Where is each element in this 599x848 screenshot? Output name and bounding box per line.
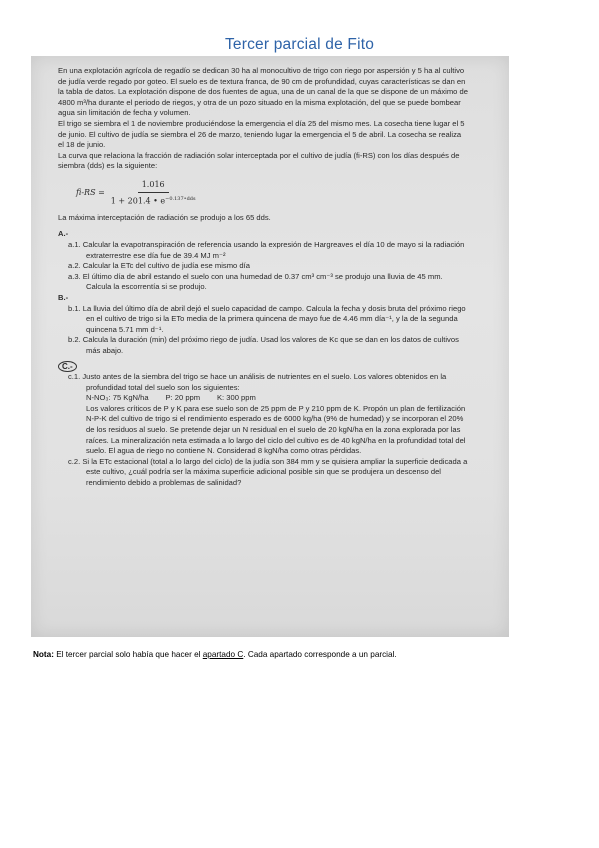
formula-fraction xyxy=(111,180,196,207)
question-c1: c.1. Justo antes de la siembra del trigo se hace un análisis de nutrientes en el suelo. Los valores obtenidos en la profundidad total del suelo son los siguientes: xyxy=(68,372,447,392)
question-a2: a.2. Calcular la ETc del cultivo de judía ese mismo día xyxy=(68,261,250,271)
section-b-label: B.- xyxy=(58,292,69,302)
formula-denominator: 1 + 201.4 • $e^{-0.137•dds}$ xyxy=(110,195,196,206)
note-text-2: . Cada apartado corresponde a un parcial. xyxy=(243,650,397,659)
intro-paragraph-1: En una explotación agrícola de regadío se dedican 30 ha al monocultivo de trigo con riego por aspersión y 5 ha al cultivo de judía verde regado por goteo. El suelo es de textura franca, de 90 cm de profundidad, cuyas características se dan en la tabla de datos. La explotación dispone de dos fuentes de agua, una de un canal de la que se dispone de un máximo de 4800 m³/ha durante el periodo de riegos, y otra de un pozo situado en la misma explotación, del que se puede bombear agua sin limitación de fecha y volumen. xyxy=(58,66,468,118)
note-label: Nota: xyxy=(33,650,54,659)
question-c2: c.2. Si la ETc estacional (total a lo largo del ciclo) de la judía son 384 mm y se quisiera ampliar la superficie dedicada a este cultivo, ¿cuál podría ser la máxima superficie adicional posible sin que se produjera un descenso del rendimiento debido a problemas de salinidad? xyxy=(68,456,468,488)
section-a-label: A.- xyxy=(58,229,69,239)
formula-lhs: fi-RS = xyxy=(76,188,105,198)
radiation-formula xyxy=(76,180,468,207)
question-b2: b.2. Calcula la duración (min) del próximo riego de judía. Usad los valores de Kc que se dan en los datos de cultivos más abajo. xyxy=(68,335,459,355)
section-c-label xyxy=(58,361,468,373)
exam-text xyxy=(58,66,468,489)
note-link-apartado-c[interactable]: apartado C xyxy=(202,650,244,659)
circled-c-mark: C.- xyxy=(58,361,77,372)
page-title: Tercer parcial de Fito xyxy=(224,36,375,53)
question-a1: a.1. Calcular la evapotranspiración de referencia usando la expresión de Hargreaves el día 10 de mayo si la radiación extraterrestre ese día fue de 39.4 MJ m⁻² xyxy=(68,239,465,260)
question-a3: a.3. El último día de abril estando el suelo con una humedad de 0.37 cm³ cm⁻³ se produjo una lluvia de 45 mm. Calcula la escorrentía si se produjo. xyxy=(68,271,443,292)
question-c1-continuation: Los valores críticos de P y K para ese suelo son de 25 ppm de P y 210 ppm de K. Propón un plan de fertilización N-P-K del cultivo de trigo si el rendimiento esperado es de 6000 kg/ha (9% de humedad) y se incorporan el 20% de los residuos al suelo. Se pretende dejar un N residual en el suelo de 20 kgN/ha en la zona explorada por las raíces. La mineralización neta estimada a lo largo del ciclo del cultivo es de 40 kgN/ha en la profundidad total del suelo. El agua de riego no contiene N. Considerad 8 kgN/ha como otras pérdidas. xyxy=(86,403,466,456)
question-b1: b.1. La lluvia del último día de abril dejó el suelo capacidad de campo. Calcula la fecha y dosis bruta del próximo riego en el cultivo de trigo si la ETo media de la primera quincena de mayo fue de 4.46 mm día⁻¹, y la de la segunda quincena 5.71 mm d⁻¹. xyxy=(68,303,466,334)
max-interception-text: La máxima interceptación de radiación se produjo a los 65 dds. xyxy=(58,212,271,222)
nutrient-values: N-NO₃: 75 KgN/ha P: 20 ppm K: 300 ppm xyxy=(86,393,256,403)
note-text-1: El tercer parcial solo había que hacer el xyxy=(53,650,203,659)
footer-note xyxy=(33,650,593,659)
formula-numerator: 1.016 xyxy=(138,180,169,193)
formula-exponent: −0.137•dds xyxy=(165,195,196,202)
intro-paragraph-2: El trigo se siembra el 1 de noviembre produciéndose la emergencia el día 25 del mismo mes. La cosecha tiene lugar el 5 de junio. El cultivo de judía se siembra el 26 de marzo, teniendo lugar la emergencia el 5 de abril. La cosecha se realiza el 18 de junio. xyxy=(58,118,465,150)
intro-paragraph-3: La curva que relaciona la fracción de radiación solar interceptada por el cultivo de judía (fi-RS) con los días después de siembra (dds) es la siguiente: xyxy=(58,150,460,171)
